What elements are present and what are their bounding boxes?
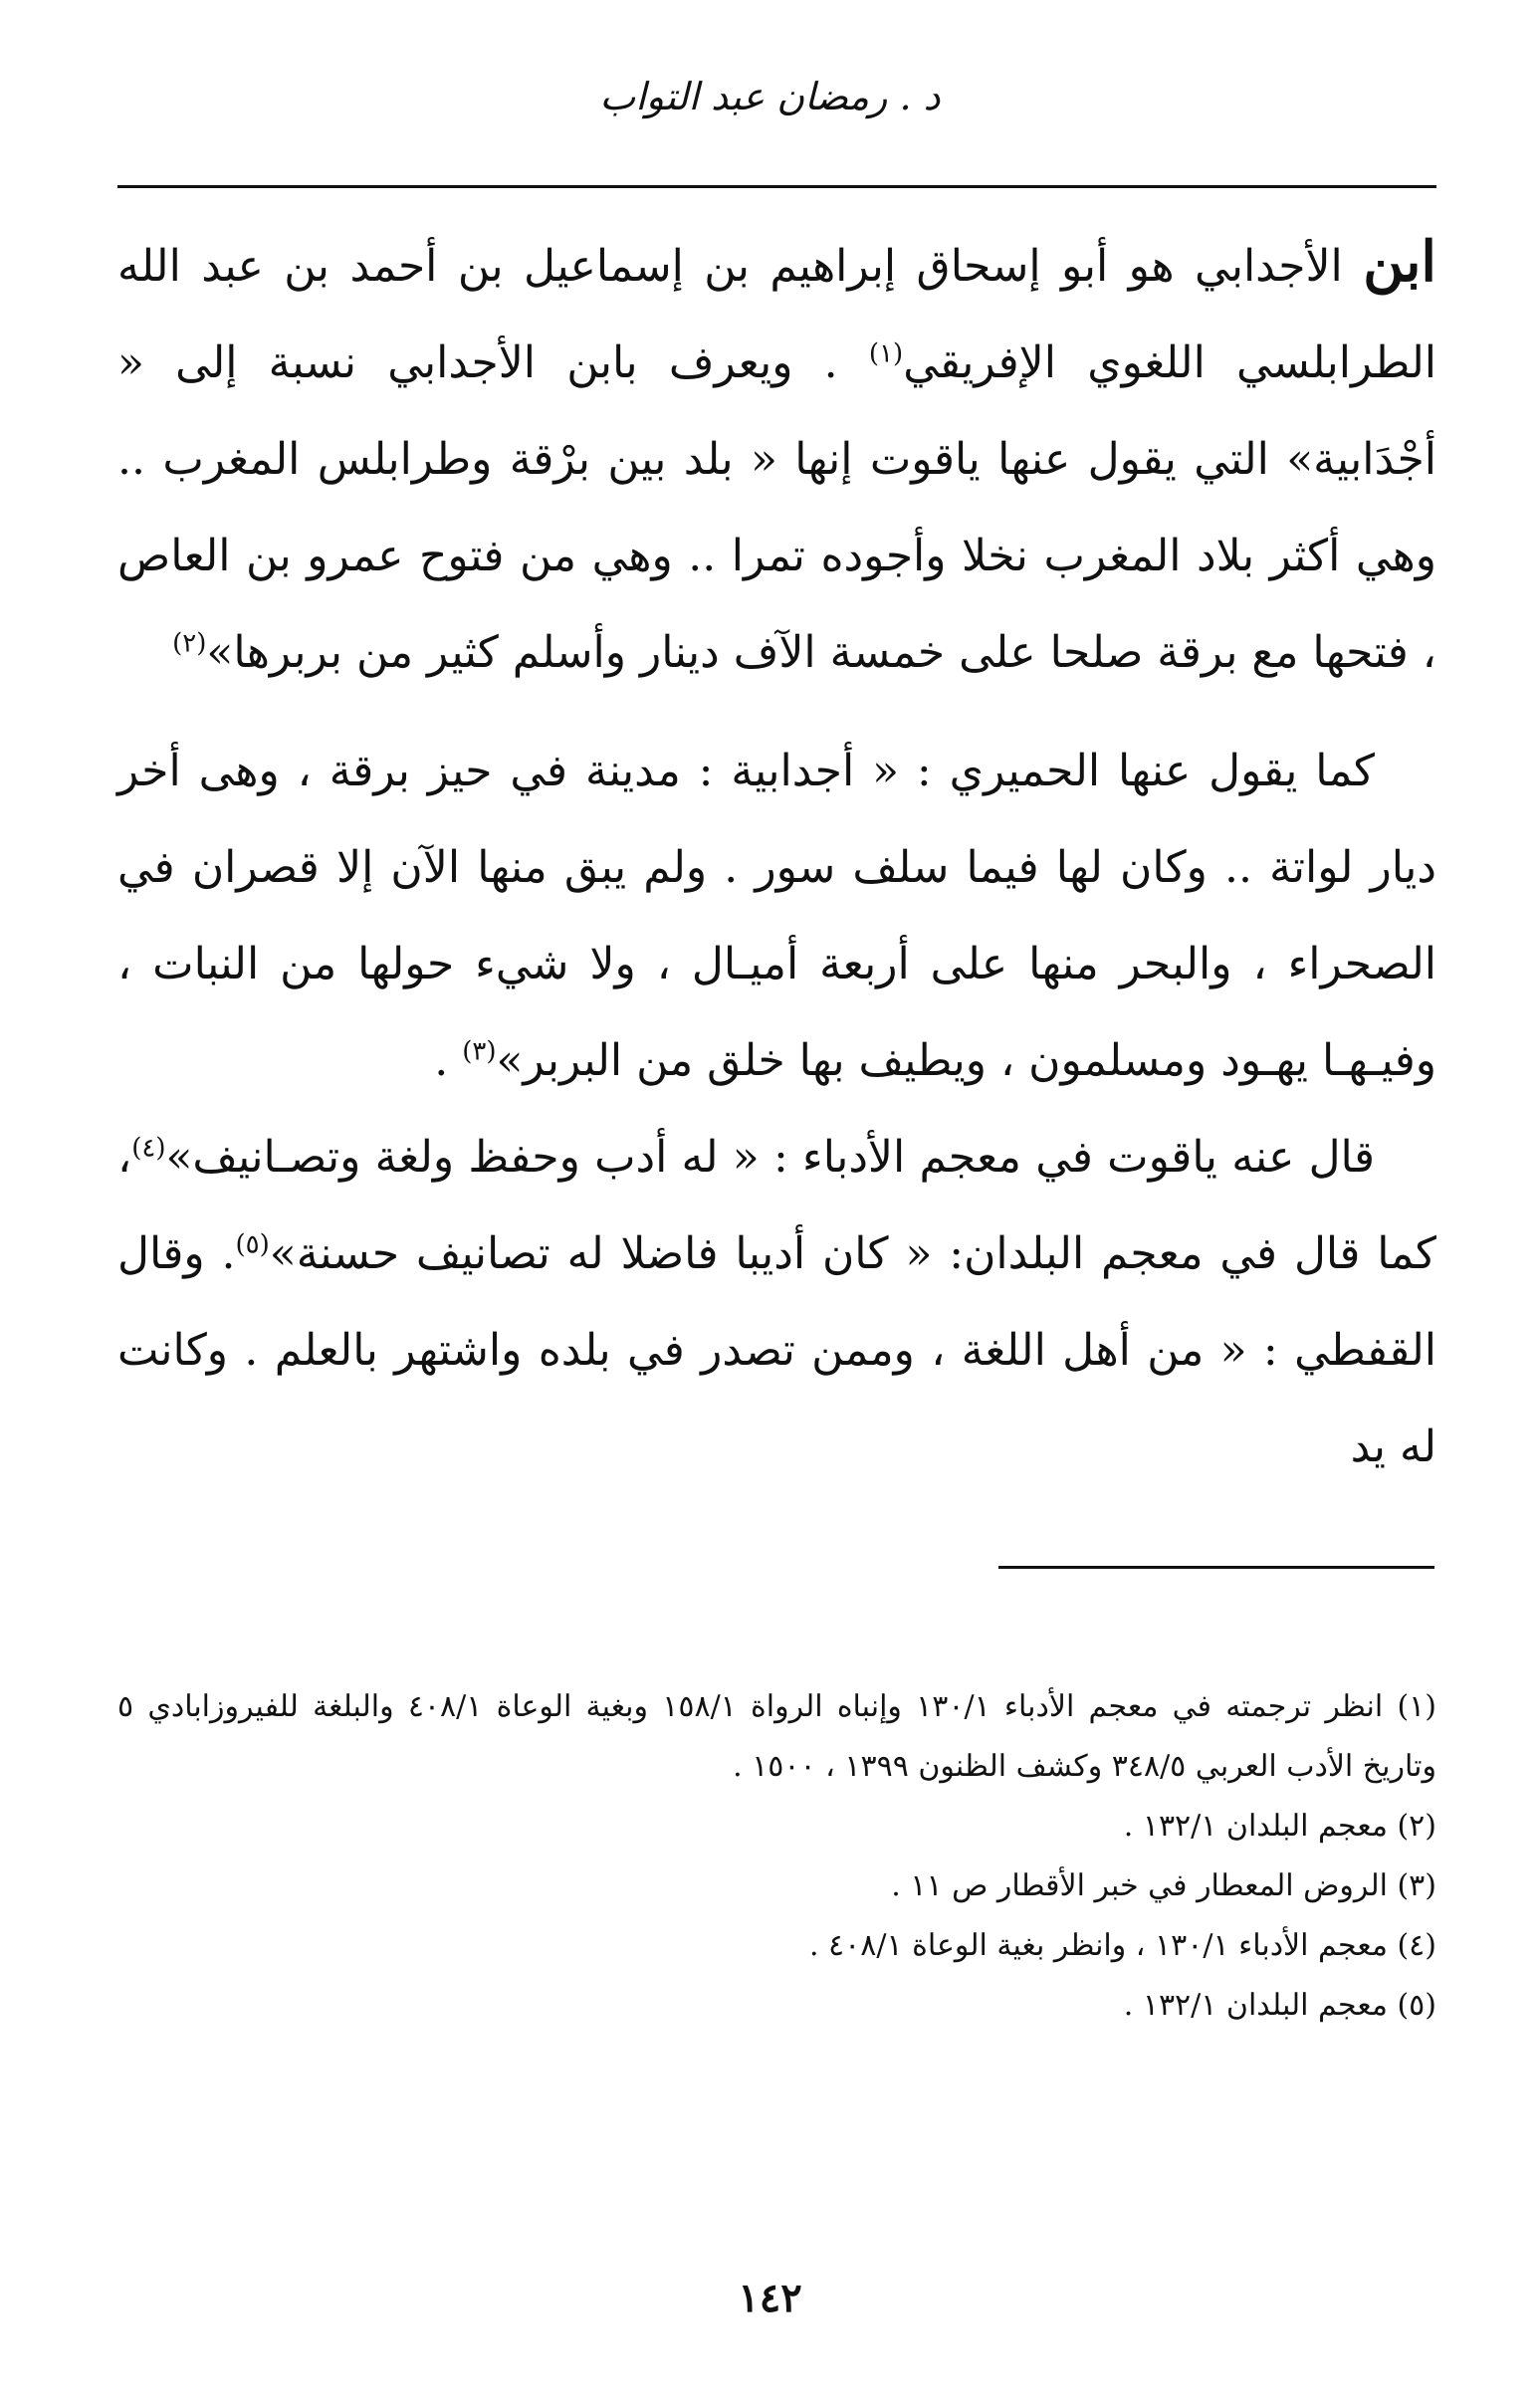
paragraph-2 bbox=[117, 723, 1436, 1109]
paragraph-1 bbox=[117, 214, 1436, 701]
paragraph-1-text-b: . ويعرف بابن الأجدابي نسبة إلى « أجْدَابية» التي يقول عنها ياقوت إنها « بلد بين برْقة وطرابلس المغرب .. وهي أكثر بلاد المغرب نخلا وأجوده تمرا .. وهي من فتوح عمرو بن العاص ، فتحها مع برقة صلحا على خمسة الآف دينار وأسلم كثير من بربرها» bbox=[117, 337, 1436, 678]
footnote-ref-4: (٤) bbox=[131, 1133, 166, 1164]
footnote-ref-5: (٥) bbox=[235, 1229, 270, 1260]
footnote-ref-1: (١) bbox=[868, 338, 904, 369]
footnote-separator bbox=[998, 1566, 1434, 1569]
footnotes bbox=[117, 1677, 1436, 2036]
footnote-3: (٣) الروض المعطار في خبر الأقطار ص ١١ . bbox=[891, 1868, 1436, 1903]
page-number: ١٤٢ bbox=[738, 2275, 802, 2321]
footnote-5: (٥) معجم البلدان ١٣٢/١ . bbox=[1123, 1988, 1436, 2023]
paragraph-3-text-b: ، كما قال في معجم البلدان: « كان أديبا فاضلا له تصانيف حسنة» bbox=[117, 1132, 1436, 1279]
footnote-ref-3: (٣) bbox=[462, 1036, 497, 1067]
paragraph-3-text-c: . وقال القفطي : « من أهل اللغة ، وممن تصدر في بلده واشتهر بالعلم . وكانت له يد bbox=[117, 1228, 1436, 1472]
footnote-4: (٤) معجم الأدباء ١٣٠/١ ، وانظر بغية الوعاة ٤٠٨/١ . bbox=[808, 1928, 1436, 1963]
footnote-2: (٢) معجم البلدان ١٣٢/١ . bbox=[1123, 1809, 1436, 1844]
lead-word: ابن bbox=[1363, 229, 1436, 295]
paragraph-1-text-a: الأجدابي هو أبو إسحاق إبراهيم بن إسماعيل بن أحمد بن عبد الله الطرابلسي اللغوي الإفريقي bbox=[117, 241, 1436, 388]
paragraph-3-text-a: قال عنه ياقوت في معجم الأدباء : « له أدب وحفظ ولغة وتصـانيف» bbox=[165, 1132, 1375, 1183]
footnote-1: (١) انظر ترجمته في معجم الأدباء ١٣٠/١ وإنباه الرواة ١٥٨/١ وبغية الوعاة ٤٠٨/١ والبلغة للفيروزابادي ٥ وتاريخ الأدب العربي ٣٤٨/٥ وكشف الظنون ١٣٩٩ ، ١٥٠٠ . bbox=[117, 1689, 1436, 1784]
paragraph-2-end: . bbox=[434, 1035, 463, 1086]
header-rule bbox=[117, 185, 1436, 188]
main-text bbox=[117, 214, 1436, 1495]
footnote-ref-2: (٢) bbox=[172, 628, 207, 659]
running-header: د . رمضان عبد التواب bbox=[599, 75, 941, 118]
paragraph-3 bbox=[117, 1109, 1436, 1495]
paragraph-2-text: كما يقول عنها الحميري : « أجدابية : مدينة في حيز برقة ، وهى أخر ديار لواتة .. وكان لها فيما سلف سور . ولم يبق منها الآن إلا قصران في الصحراء ، والبحر منها على أربعة أميـال ، ولا شيء حولها من النبات ، وفيـهـا يهـود ومسلمون ، ويطيف بها خلق من البربر» bbox=[117, 746, 1436, 1086]
